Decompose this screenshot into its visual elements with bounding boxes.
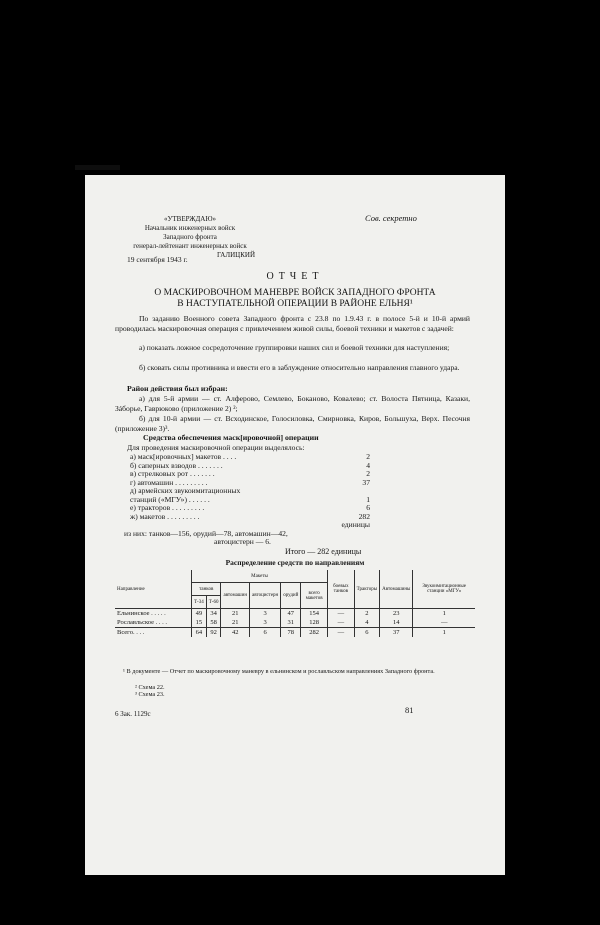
list-item: д) армейских звукоимитационных [130, 487, 241, 495]
column-header: Т-34 [192, 596, 207, 609]
document-subtitle [85, 288, 505, 310]
column-header: автомашин [221, 583, 250, 609]
list-item: г) автомашин . . . . . . . . . 37 [130, 477, 370, 487]
document-page [85, 175, 505, 875]
task-a: а) показать ложное сосредоточение группировки наших сил и боевой техники для наступления; [139, 343, 450, 352]
list-item: в) стрелковых рот . . . . . . . 2 [130, 469, 370, 478]
list-item: а) маск[ировочных] макетов . . . . 2 [130, 452, 370, 461]
classification-mark: Сов. секретно [365, 213, 417, 223]
approval-line: «УТВЕРЖДАЮ» [163, 215, 217, 223]
list-item: е) тракторов . . . . . . . . . 6 [130, 503, 370, 512]
task-b: б) сковать силы противника и ввести его в заблуждение относительно направления главного удара. [139, 363, 460, 372]
table-row-total: Всего. . . . 64 92 42 6 78 282 — 6 37 1 [115, 628, 475, 638]
area-b: б) для 10-й армии — ст. Всходинское, Голосиловка, Смирновка, Киров, Большуха, Верх. Песочня (приложение 3)³. [115, 414, 470, 433]
approval-line: Начальник инженерных войск [144, 224, 236, 232]
column-header-direction: Направление [115, 570, 192, 609]
area-a: а) для 5-й армии — ст. Алферово, Семлево, Боканово, Ковалево; ст. Волоста Пятница, Казаки, Зáборье, Гаврюково (приложение 2) ²; [115, 394, 470, 413]
list-item: б) саперных взводов . . . . . . . 4 [130, 460, 370, 470]
means-includes-1: из них: танков—156, орудий—78, автомашин—42, [124, 528, 288, 538]
column-header: Т-60 [206, 596, 221, 609]
document-date: 19 сентября 1943 г. [127, 255, 188, 264]
means-total: Итого — 282 единицы [285, 547, 362, 556]
means-intro: Для проведения маскировочной операции выделялось: [127, 443, 305, 452]
column-header: Тракторы [354, 570, 379, 609]
approval-signature: ГАЛИЦКИЙ [217, 251, 255, 259]
column-header: автоцистерн [250, 583, 281, 609]
subtitle-line-1: О МАСКИРОВОЧНОМ МАНЕВРЕ ВОЙСК ЗАПАДНОГО ФРОНТА [154, 288, 436, 298]
page-number: 81 [405, 705, 414, 715]
approval-block [115, 215, 265, 260]
table-row: Рославльское . . . . 15 58 21 3 31 128 — 4 14 — [115, 618, 475, 628]
means-list [124, 452, 370, 547]
subtitle-line-2: В НАСТУПАТЕЛЬНОЙ ОПЕРАЦИИ В РАЙОНЕ ЕЛЬНЯ¹ [177, 299, 413, 309]
column-header-tanks: танков [192, 583, 221, 596]
print-mark: 6 Зак. 1129с [115, 710, 151, 718]
table-header-group [115, 570, 475, 583]
column-header: орудий [281, 583, 301, 609]
column-header: всего макетов [301, 583, 328, 609]
table-caption: Распределение средств по направлениям [225, 558, 365, 567]
table-row: Ельнинское . . . . . 49 34 21 3 47 154 — 2 23 1 [115, 609, 475, 619]
footnote: ² Схема 22. [135, 684, 165, 691]
column-header: Звукоимитационные станции «МГУ» [413, 570, 475, 609]
distribution-table [115, 570, 475, 637]
column-header: боевых танков [328, 570, 355, 609]
means-includes-2: автоцистерн — 6. [214, 537, 271, 546]
intro-paragraph: По заданию Военного совета Западного фронта с 23.8 по 1.9.43 г. в полосе 5-й и 10-й армий проводилась маскировочная операция с привлечением живой силы, боевой техники и макетов с задачей: [115, 314, 470, 333]
means-heading: Средства обеспечения маск[ировочной] операции [143, 433, 319, 442]
column-header: Автомашины [380, 570, 413, 609]
scan-artifact-top [75, 165, 120, 170]
approval-line: Западного фронта [163, 233, 217, 241]
areas-heading: Район действия был избран: [127, 384, 228, 393]
column-header-makety: Макеты [192, 570, 328, 583]
footnote: ¹ В документе — Отчет по маскировочному маневру в ельнинском и рославльском направлениях Западного фронта. [123, 668, 435, 675]
approval-line: генерал-лейтенант инженерных войск [133, 242, 247, 250]
document-title: ОТЧЕТ [266, 271, 324, 282]
list-item: станций («МГУ») . . . . . . 1 [130, 494, 370, 504]
footnote: ³ Схема 23. [135, 691, 165, 698]
list-item: ж) макетов . . . . . . . . . 282 единицы [130, 511, 370, 529]
